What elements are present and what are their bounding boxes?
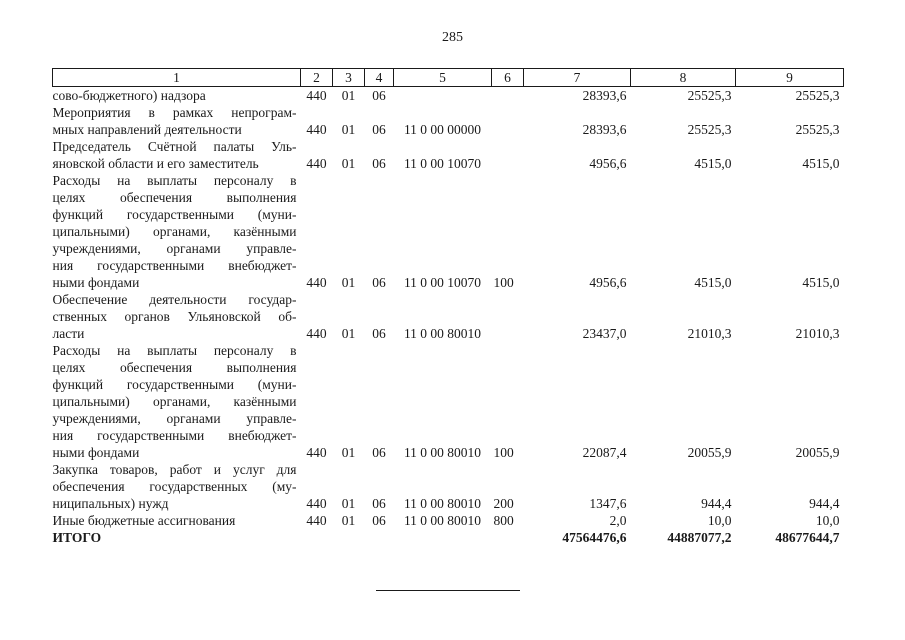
description-line: функций государственными (муни- [52,377,297,392]
column-header-9: 9 [736,69,844,87]
description-line: Обеспечение деятельности государ- [52,292,297,307]
empty-cell [301,529,333,546]
description-line: Закупка товаров, работ и услуг для [52,462,297,477]
expense-type-code [492,104,524,138]
description-line: ласти [52,326,85,341]
amount-year-2: 25525,3 [687,122,732,137]
total-amount-year-1: 47564476,6 [562,530,627,545]
expense-type-code [492,291,524,342]
description-line: ными фондами [52,275,140,290]
table-row [53,461,844,512]
admin-code: 440 [306,156,327,171]
column-header-7: 7 [524,69,631,87]
column-header-3: 3 [333,69,365,87]
subsection-code: 06 [372,326,386,341]
section-code: 01 [341,88,356,103]
total-row [53,529,844,546]
column-header-6: 6 [492,69,524,87]
empty-cell [394,529,492,546]
expense-type-code [492,138,524,172]
amount-year-3: 25525,3 [795,88,840,103]
amount-year-2: 25525,3 [687,88,732,103]
description-line: целях обеспечения выполнения [52,190,297,205]
table-row [53,342,844,461]
table-row [53,87,844,105]
row-description [53,342,301,461]
section-code: 01 [341,156,356,171]
description-line: Расходы на выплаты персоналу в [52,173,297,188]
target-article-code: 11 0 00 80010 [403,513,482,528]
target-article-code: 11 0 00 10070 [403,156,482,171]
table-row [53,172,844,291]
bottom-divider [376,590,520,591]
admin-code: 440 [306,513,327,528]
admin-code: 440 [306,275,327,290]
total-amount-year-3: 48677644,7 [775,530,840,545]
section-code: 01 [341,496,356,511]
description-line: сово-бюджетного) надзора [52,88,206,103]
amount-year-3: 10,0 [815,513,840,528]
admin-code: 440 [306,496,327,511]
expense-type-code: 200 [493,496,514,511]
table-row [53,104,844,138]
page-number: 285 [442,30,463,45]
row-description [53,512,301,529]
empty-cell [492,529,524,546]
total-amount-year-2: 44887077,2 [667,530,732,545]
column-header-5: 5 [394,69,492,87]
table-row [53,291,844,342]
amount-year-2: 944,4 [701,496,732,511]
target-article-code [394,87,492,105]
amount-year-2: 4515,0 [694,156,732,171]
subsection-code: 06 [372,445,386,460]
section-code: 01 [341,275,356,290]
amount-year-3: 944,4 [809,496,840,511]
amount-year-1: 23437,0 [582,326,627,341]
subsection-code: 06 [372,513,386,528]
row-description [53,291,301,342]
row-description [53,104,301,138]
description-line: Председатель Счётной палаты Уль- [52,139,297,154]
subsection-code: 06 [372,122,386,137]
target-article-code: 11 0 00 80010 [403,445,482,460]
total-label: ИТОГО [52,530,102,545]
amount-year-3: 21010,3 [795,326,840,341]
description-line: Мероприятия в рамках непрограм- [52,105,297,120]
section-code: 01 [341,513,356,528]
section-code: 01 [341,326,356,341]
amount-year-3: 25525,3 [795,122,840,137]
expense-type-code: 800 [493,513,514,528]
admin-code: 440 [306,326,327,341]
budget-table [52,68,844,546]
description-line: учреждениями, органами управле- [52,241,297,256]
amount-year-1: 2,0 [609,513,627,528]
description-line: ными фондами [52,445,140,460]
expense-type-code: 100 [493,275,514,290]
description-line: обеспечения государственных (му- [52,479,297,494]
amount-year-1: 22087,4 [582,445,627,460]
admin-code: 440 [306,445,327,460]
table-body [53,87,844,547]
description-line: функций государственными (муни- [52,207,297,222]
description-line: целях обеспечения выполнения [52,360,297,375]
row-description [53,138,301,172]
column-header-2: 2 [301,69,333,87]
empty-cell [365,529,394,546]
expense-type-code: 100 [493,445,514,460]
description-line: яновской области и его заместитель [52,156,259,171]
description-line: мных направлений деятельности [52,122,242,137]
section-code: 01 [341,122,356,137]
target-article-code: 11 0 00 10070 [403,275,482,290]
description-line: Расходы на выплаты персоналу в [52,343,297,358]
description-line: ципальными) органами, казёнными [52,224,297,239]
column-header-4: 4 [365,69,394,87]
description-line: учреждениями, органами управле- [52,411,297,426]
row-description [53,172,301,291]
column-header-1: 1 [53,69,301,87]
table-row [53,512,844,529]
amount-year-1: 28393,6 [582,122,627,137]
subsection-code: 06 [372,496,386,511]
admin-code: 440 [306,88,327,103]
target-article-code: 11 0 00 80010 [403,496,482,511]
target-article-code: 11 0 00 00000 [403,122,482,137]
row-description [53,87,301,105]
empty-cell [333,529,365,546]
amount-year-1: 28393,6 [582,88,627,103]
expense-type-code [492,87,524,105]
admin-code: 440 [306,122,327,137]
amount-year-1: 4956,6 [589,156,627,171]
amount-year-2: 20055,9 [687,445,732,460]
table-row [53,138,844,172]
amount-year-3: 20055,9 [795,445,840,460]
amount-year-3: 4515,0 [802,275,840,290]
section-code: 01 [341,445,356,460]
description-line: ципальными) органами, казёнными [52,394,297,409]
row-description [53,461,301,512]
amount-year-3: 4515,0 [802,156,840,171]
amount-year-2: 4515,0 [694,275,732,290]
amount-year-1: 1347,6 [589,496,627,511]
description-line: ниципальных) нужд [52,496,169,511]
target-article-code: 11 0 00 80010 [403,326,482,341]
column-header-8: 8 [631,69,736,87]
table-header-row [53,69,844,87]
amount-year-2: 10,0 [707,513,732,528]
subsection-code: 06 [372,156,386,171]
description-line: ственных органов Ульяновской об- [52,309,297,324]
description-line: Иные бюджетные ассигнования [52,513,236,528]
description-line: ния государственными внебюджет- [52,258,297,273]
description-line: ния государственными внебюджет- [52,428,297,443]
subsection-code: 06 [372,275,386,290]
amount-year-2: 21010,3 [687,326,732,341]
amount-year-1: 4956,6 [589,275,627,290]
subsection-code: 06 [372,88,386,103]
